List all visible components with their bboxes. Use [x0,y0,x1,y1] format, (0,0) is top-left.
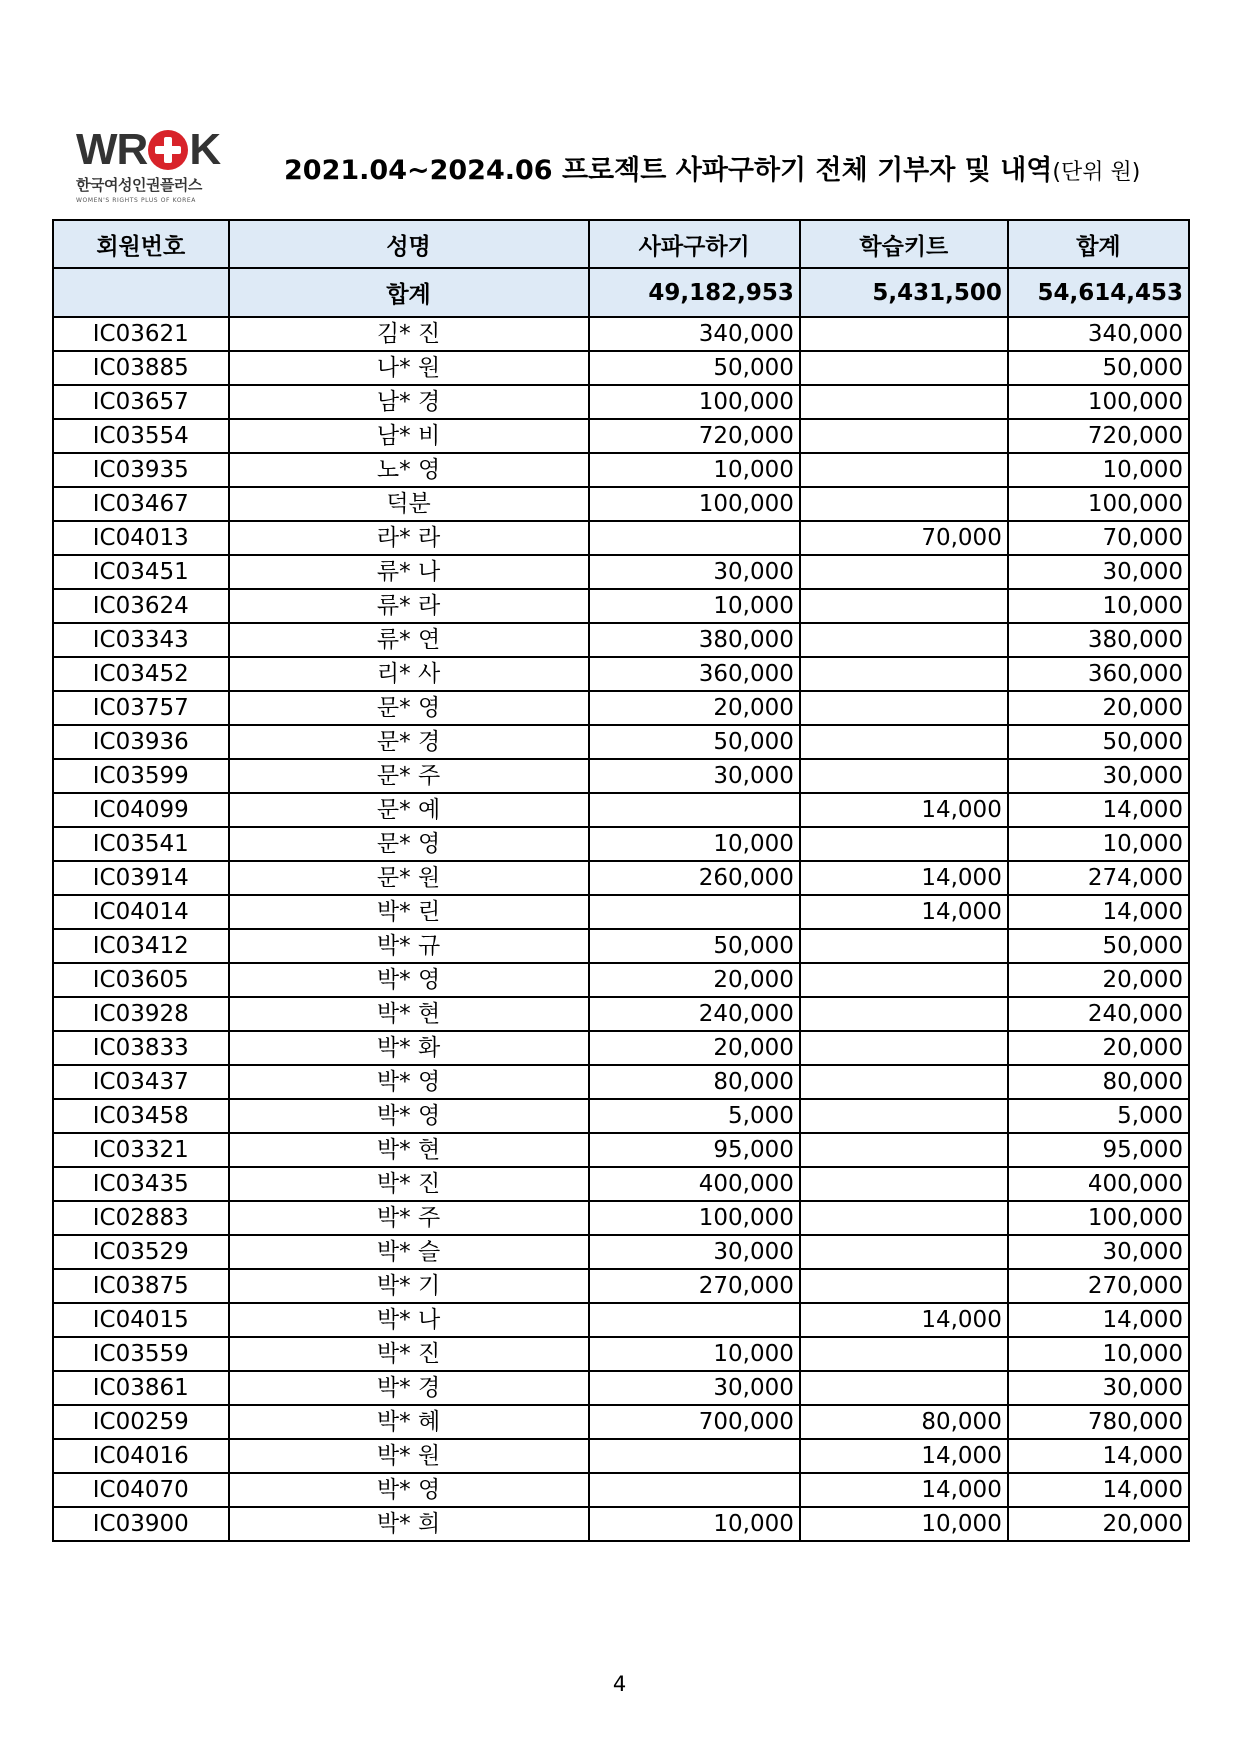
table-row [53,725,1189,759]
total-amount-cell: 30,000 [1008,1371,1189,1405]
member-id-cell: IC03541 [53,827,229,861]
column-header-sapa: 사파구하기 [589,220,800,268]
totals-row [53,268,1189,317]
total-amount-cell: 30,000 [1008,759,1189,793]
total-amount-cell: 70,000 [1008,521,1189,555]
sapa-amount-cell: 270,000 [589,1269,800,1303]
total-amount-cell: 14,000 [1008,793,1189,827]
title-unit: (단위 원) [1052,160,1141,185]
kit-amount-cell [800,963,1008,997]
name-cell: 박* 영 [229,1065,589,1099]
name-cell: 김* 진 [229,317,589,351]
sapa-amount-cell: 20,000 [589,691,800,725]
sapa-amount-cell: 50,000 [589,929,800,963]
table-row [53,1405,1189,1439]
table-row [53,623,1189,657]
total-amount-cell: 380,000 [1008,623,1189,657]
member-id-cell: IC03900 [53,1507,229,1541]
total-amount-cell: 360,000 [1008,657,1189,691]
total-amount-cell: 10,000 [1008,1337,1189,1371]
member-id-cell: IC04013 [53,521,229,555]
table-row [53,385,1189,419]
sapa-amount-cell: 10,000 [589,589,800,623]
donor-table [52,219,1190,1542]
sapa-amount-cell: 30,000 [589,759,800,793]
total-amount-cell: 14,000 [1008,1439,1189,1473]
sapa-amount-cell: 50,000 [589,725,800,759]
table-row [53,1099,1189,1133]
totals-sum: 54,614,453 [1008,268,1189,317]
member-id-cell: IC03757 [53,691,229,725]
total-amount-cell: 50,000 [1008,725,1189,759]
name-cell: 박* 영 [229,1473,589,1507]
kit-amount-cell: 14,000 [800,793,1008,827]
table-row [53,657,1189,691]
totals-sapa: 49,182,953 [589,268,800,317]
total-amount-cell: 10,000 [1008,453,1189,487]
member-id-cell: IC00259 [53,1405,229,1439]
name-cell: 박* 진 [229,1167,589,1201]
total-amount-cell: 14,000 [1008,1473,1189,1507]
logo-wordmark-right: K [189,125,221,174]
member-id-cell: IC02883 [53,1201,229,1235]
member-id-cell: IC03452 [53,657,229,691]
table-row [53,589,1189,623]
table-row [53,691,1189,725]
table-row [53,351,1189,385]
table-row [53,1303,1189,1337]
kit-amount-cell: 14,000 [800,861,1008,895]
member-id-cell: IC03467 [53,487,229,521]
member-id-cell: IC03529 [53,1235,229,1269]
logo-english-name: WOMEN'S RIGHTS PLUS OF KOREA [76,197,197,204]
kit-amount-cell [800,1031,1008,1065]
page-header [52,118,1192,210]
kit-amount-cell [800,385,1008,419]
kit-amount-cell: 70,000 [800,521,1008,555]
table-row [53,453,1189,487]
sapa-amount-cell: 10,000 [589,453,800,487]
member-id-cell: IC04016 [53,1439,229,1473]
kit-amount-cell: 10,000 [800,1507,1008,1541]
member-id-cell: IC03885 [53,351,229,385]
total-amount-cell: 720,000 [1008,419,1189,453]
sapa-amount-cell: 30,000 [589,1371,800,1405]
total-amount-cell: 20,000 [1008,1507,1189,1541]
name-cell: 문* 원 [229,861,589,895]
total-amount-cell: 10,000 [1008,589,1189,623]
sapa-amount-cell: 10,000 [589,1507,800,1541]
sapa-amount-cell: 50,000 [589,351,800,385]
total-amount-cell: 270,000 [1008,1269,1189,1303]
table-row [53,827,1189,861]
sapa-amount-cell: 20,000 [589,1031,800,1065]
kit-amount-cell [800,1201,1008,1235]
member-id-cell: IC03621 [53,317,229,351]
table-row [53,997,1189,1031]
name-cell: 리* 사 [229,657,589,691]
kit-amount-cell [800,1133,1008,1167]
kit-amount-cell [800,997,1008,1031]
sapa-amount-cell: 95,000 [589,1133,800,1167]
member-id-cell: IC03435 [53,1167,229,1201]
name-cell: 문* 영 [229,691,589,725]
total-amount-cell: 20,000 [1008,691,1189,725]
column-header-member-id: 회원번호 [53,220,229,268]
name-cell: 박* 경 [229,1371,589,1405]
total-amount-cell: 30,000 [1008,1235,1189,1269]
member-id-cell: IC03936 [53,725,229,759]
kit-amount-cell [800,623,1008,657]
title-main: 2021.04~2024.06 프로젝트 사파구하기 전체 기부자 및 내역 [284,155,1053,186]
sapa-amount-cell [589,895,800,929]
kit-amount-cell [800,1235,1008,1269]
sapa-amount-cell: 30,000 [589,555,800,589]
member-id-cell: IC03437 [53,1065,229,1099]
sapa-amount-cell: 240,000 [589,997,800,1031]
kit-amount-cell [800,1099,1008,1133]
kit-amount-cell [800,351,1008,385]
name-cell: 박* 현 [229,1133,589,1167]
kit-amount-cell [800,691,1008,725]
document-title [284,148,1140,187]
table-row [53,1371,1189,1405]
sapa-amount-cell [589,1473,800,1507]
name-cell: 박* 원 [229,1439,589,1473]
kit-amount-cell: 14,000 [800,1303,1008,1337]
member-id-cell: IC03559 [53,1337,229,1371]
table-row [53,1269,1189,1303]
total-amount-cell: 240,000 [1008,997,1189,1031]
member-id-cell: IC03624 [53,589,229,623]
sapa-amount-cell: 360,000 [589,657,800,691]
name-cell: 남* 경 [229,385,589,419]
table-row [53,1031,1189,1065]
page-number: 4 [612,1672,627,1696]
member-id-cell: IC03599 [53,759,229,793]
name-cell: 라* 라 [229,521,589,555]
total-amount-cell: 14,000 [1008,1303,1189,1337]
name-cell: 문* 주 [229,759,589,793]
sapa-amount-cell: 380,000 [589,623,800,657]
logo-wordmark [76,125,236,174]
name-cell: 류* 연 [229,623,589,657]
total-amount-cell: 30,000 [1008,555,1189,589]
kit-amount-cell [800,453,1008,487]
name-cell: 노* 영 [229,453,589,487]
name-cell: 류* 나 [229,555,589,589]
total-amount-cell: 50,000 [1008,929,1189,963]
table-row [53,759,1189,793]
name-cell: 남* 비 [229,419,589,453]
total-amount-cell: 95,000 [1008,1133,1189,1167]
total-amount-cell: 5,000 [1008,1099,1189,1133]
total-amount-cell: 274,000 [1008,861,1189,895]
name-cell: 박* 나 [229,1303,589,1337]
name-cell: 박* 영 [229,1099,589,1133]
kit-amount-cell [800,1167,1008,1201]
sapa-amount-cell: 10,000 [589,1337,800,1371]
name-cell: 류* 라 [229,589,589,623]
member-id-cell: IC03833 [53,1031,229,1065]
table-row [53,1337,1189,1371]
total-amount-cell: 50,000 [1008,351,1189,385]
table-row [53,1507,1189,1541]
totals-label: 합계 [229,268,589,317]
totals-empty-cell [53,268,229,317]
member-id-cell: IC04070 [53,1473,229,1507]
member-id-cell: IC03605 [53,963,229,997]
table-row [53,1065,1189,1099]
kit-amount-cell [800,1065,1008,1099]
sapa-amount-cell: 20,000 [589,963,800,997]
member-id-cell: IC03928 [53,997,229,1031]
member-id-cell: IC03875 [53,1269,229,1303]
kit-amount-cell [800,759,1008,793]
name-cell: 박* 주 [229,1201,589,1235]
total-amount-cell: 100,000 [1008,487,1189,521]
sapa-amount-cell [589,793,800,827]
name-cell: 박* 진 [229,1337,589,1371]
member-id-cell: IC04099 [53,793,229,827]
table-row [53,419,1189,453]
table-row [53,929,1189,963]
sapa-amount-cell [589,1439,800,1473]
name-cell: 박* 현 [229,997,589,1031]
total-amount-cell: 10,000 [1008,827,1189,861]
sapa-amount-cell [589,1303,800,1337]
table-row [53,861,1189,895]
table-row [53,555,1189,589]
name-cell: 나* 원 [229,351,589,385]
wrok-logo [76,125,236,208]
kit-amount-cell [800,827,1008,861]
name-cell: 문* 경 [229,725,589,759]
table-row [53,793,1189,827]
kit-amount-cell [800,589,1008,623]
kit-amount-cell [800,1371,1008,1405]
table-row [53,1133,1189,1167]
sapa-amount-cell [589,521,800,555]
table-row [53,895,1189,929]
table-row [53,963,1189,997]
name-cell: 문* 예 [229,793,589,827]
name-cell: 박* 화 [229,1031,589,1065]
sapa-amount-cell: 100,000 [589,1201,800,1235]
name-cell: 덕분 [229,487,589,521]
total-amount-cell: 20,000 [1008,1031,1189,1065]
name-cell: 박* 슬 [229,1235,589,1269]
member-id-cell: IC03458 [53,1099,229,1133]
sapa-amount-cell: 700,000 [589,1405,800,1439]
logo-wordmark-left: WR [76,125,148,174]
total-amount-cell: 100,000 [1008,1201,1189,1235]
name-cell: 문* 영 [229,827,589,861]
kit-amount-cell [800,555,1008,589]
kit-amount-cell: 14,000 [800,1473,1008,1507]
member-id-cell: IC03343 [53,623,229,657]
member-id-cell: IC04014 [53,895,229,929]
member-id-cell: IC03554 [53,419,229,453]
sapa-amount-cell: 400,000 [589,1167,800,1201]
donor-rows [53,317,1189,1541]
member-id-cell: IC03412 [53,929,229,963]
name-cell: 박* 규 [229,929,589,963]
kit-amount-cell: 80,000 [800,1405,1008,1439]
total-amount-cell: 780,000 [1008,1405,1189,1439]
member-id-cell: IC03935 [53,453,229,487]
member-id-cell: IC03914 [53,861,229,895]
column-header-total: 합계 [1008,220,1189,268]
table-row [53,521,1189,555]
name-cell: 박* 기 [229,1269,589,1303]
member-id-cell: IC03861 [53,1371,229,1405]
name-cell: 박* 혜 [229,1405,589,1439]
sapa-amount-cell: 10,000 [589,827,800,861]
table-row [53,487,1189,521]
name-cell: 박* 희 [229,1507,589,1541]
kit-amount-cell [800,487,1008,521]
name-cell: 박* 영 [229,963,589,997]
kit-amount-cell: 14,000 [800,895,1008,929]
total-amount-cell: 80,000 [1008,1065,1189,1099]
total-amount-cell: 100,000 [1008,385,1189,419]
logo-korean-name: 한국여성인권플러스 [76,176,202,194]
kit-amount-cell [800,317,1008,351]
kit-amount-cell [800,419,1008,453]
sapa-amount-cell: 340,000 [589,317,800,351]
member-id-cell: IC03657 [53,385,229,419]
sapa-amount-cell: 720,000 [589,419,800,453]
sapa-amount-cell: 100,000 [589,487,800,521]
table-row [53,1167,1189,1201]
kit-amount-cell [800,725,1008,759]
totals-kit: 5,431,500 [800,268,1008,317]
table-header-row [53,220,1189,268]
column-header-name: 성명 [229,220,589,268]
table-row [53,1473,1189,1507]
table-row [53,1235,1189,1269]
total-amount-cell: 400,000 [1008,1167,1189,1201]
sapa-amount-cell: 5,000 [589,1099,800,1133]
member-id-cell: IC03321 [53,1133,229,1167]
kit-amount-cell [800,1269,1008,1303]
sapa-amount-cell: 30,000 [589,1235,800,1269]
total-amount-cell: 20,000 [1008,963,1189,997]
sapa-amount-cell: 260,000 [589,861,800,895]
kit-amount-cell [800,929,1008,963]
table-row [53,317,1189,351]
total-amount-cell: 14,000 [1008,895,1189,929]
kit-amount-cell [800,1337,1008,1371]
kit-amount-cell: 14,000 [800,1439,1008,1473]
table-row [53,1439,1189,1473]
member-id-cell: IC03451 [53,555,229,589]
sapa-amount-cell: 80,000 [589,1065,800,1099]
kit-amount-cell [800,657,1008,691]
name-cell: 박* 린 [229,895,589,929]
member-id-cell: IC04015 [53,1303,229,1337]
column-header-kit: 학습키트 [800,220,1008,268]
total-amount-cell: 340,000 [1008,317,1189,351]
sapa-amount-cell: 100,000 [589,385,800,419]
red-cross-icon [148,130,188,170]
table-row [53,1201,1189,1235]
